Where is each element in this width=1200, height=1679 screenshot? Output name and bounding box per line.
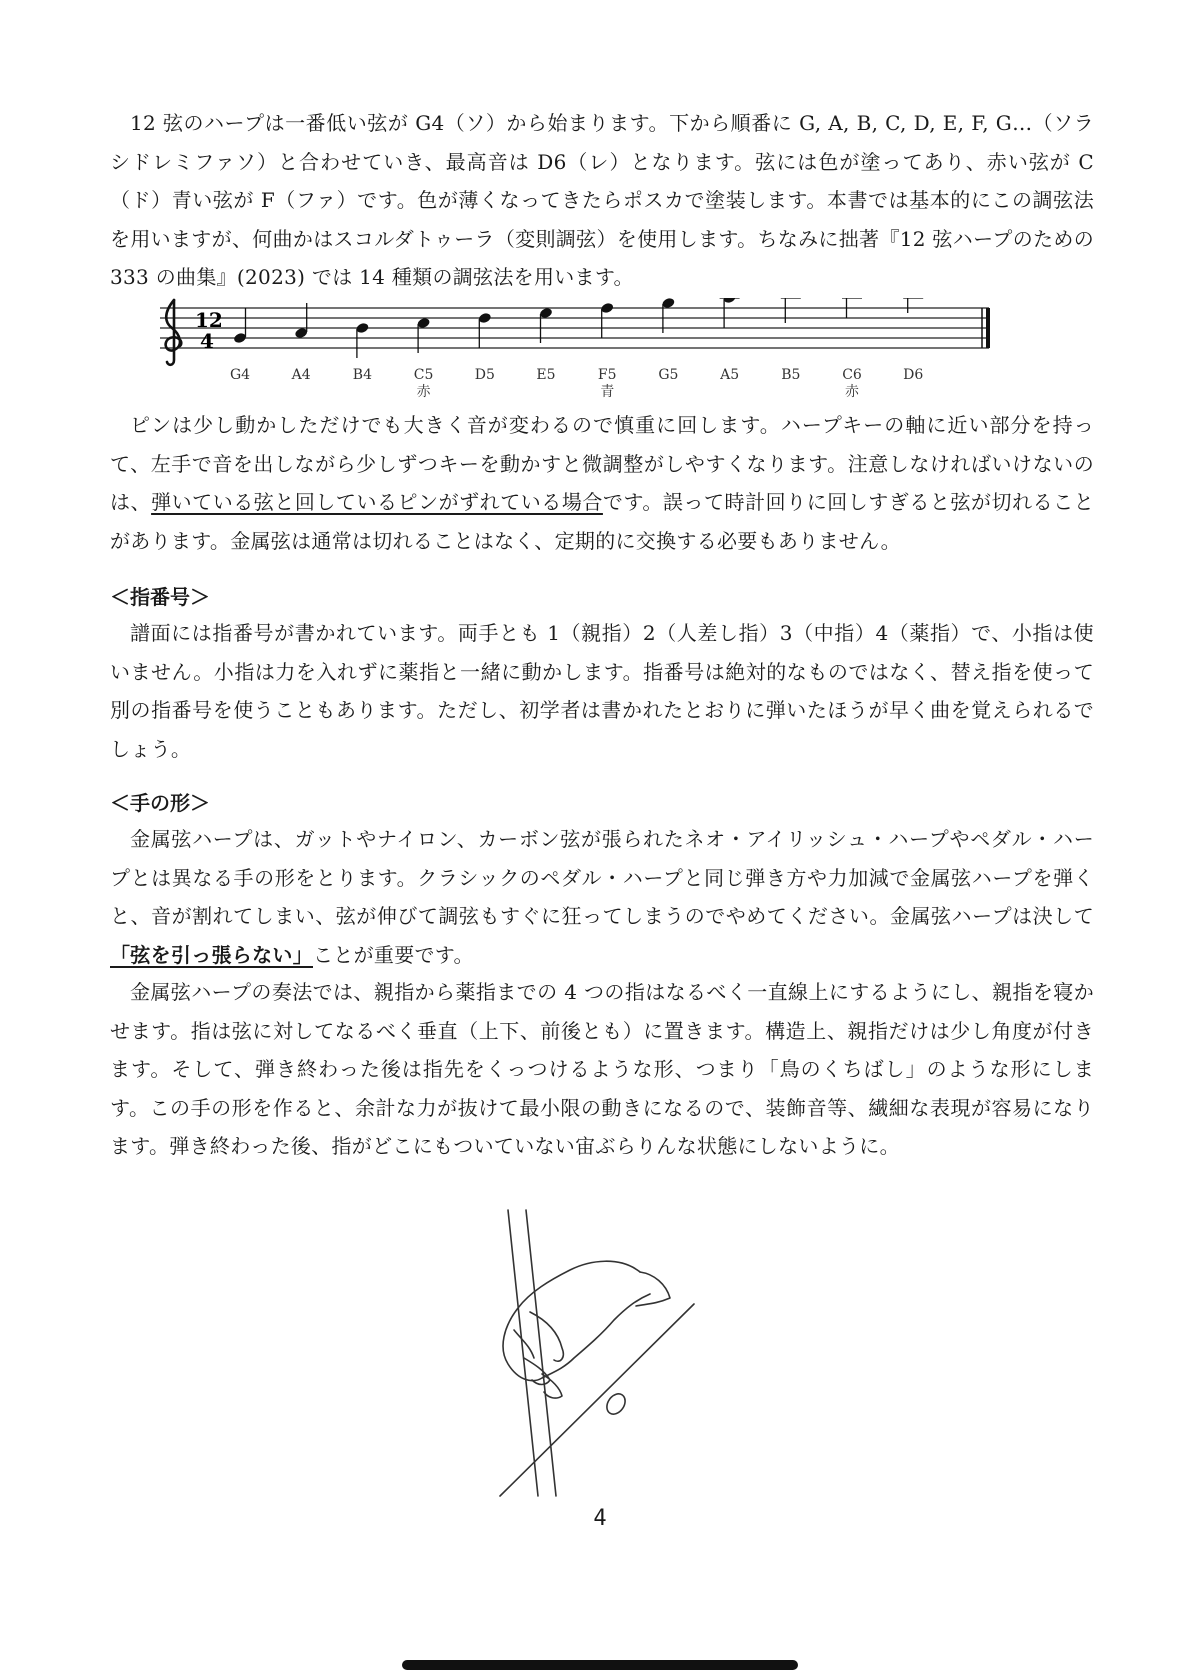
hand-shape-paragraph-1 bbox=[110, 820, 1094, 974]
note-label-d5: D5 bbox=[474, 367, 495, 383]
time-signature-denominator: 4 bbox=[200, 329, 214, 353]
note-label-a4: A4 bbox=[291, 367, 311, 383]
hand-p1-emphasis: 「弦を引っ張らない」 bbox=[110, 942, 313, 967]
note-label-e5: E5 bbox=[536, 367, 556, 383]
page-number: 4 bbox=[593, 1506, 607, 1531]
home-indicator-bar[interactable] bbox=[402, 1660, 798, 1670]
note-label-b5: B5 bbox=[781, 367, 801, 383]
pin-text-before: ピンは少し動かしただけでも大きく音が変わるので慎重に回します。ハープキーの軸に近い部分を持って、左手で音を出しながら少しずつキーを動かすと微調整がしやすくなります。注意しなければいけないのは、 bbox=[110, 413, 1094, 514]
hand-outline bbox=[503, 1261, 650, 1380]
note-label-a5: A5 bbox=[720, 367, 740, 383]
pin-paragraph bbox=[110, 406, 1094, 560]
note-label-g5: G5 bbox=[658, 367, 679, 383]
note-label-c6: C6 bbox=[842, 367, 862, 383]
fingering-heading: ＜指番号＞ bbox=[110, 585, 210, 609]
note-label-c5: C5 bbox=[413, 367, 434, 383]
hand-p1-after: ことが重要です。 bbox=[313, 942, 474, 967]
hand-illustration bbox=[490, 1208, 710, 1498]
music-staff bbox=[160, 298, 1000, 402]
note-label-b4: B4 bbox=[352, 367, 373, 383]
staff-lines bbox=[160, 308, 989, 348]
note-label-f5: F5 bbox=[597, 367, 617, 383]
fingering-paragraph: 譜面には指番号が書かれています。両手とも 1（親指）2（人差し指）3（中指）4（薬指）で、小指は使いません。小指は力を入れずに薬指と一緒に動かします。指番号は絶対的なものではなく、替え指を使って別の指番号を使うこともあります。ただし、初学者は書かれたとおりに弾いたほうが早く曲を覚えられるでしょう。 bbox=[110, 621, 1094, 761]
note-label-g4: G4 bbox=[229, 367, 251, 383]
sleeve bbox=[636, 1272, 670, 1306]
time-signature-numerator: 12 bbox=[195, 308, 223, 332]
hand-shape-heading: ＜手の形＞ bbox=[110, 791, 210, 815]
treble-clef-icon bbox=[166, 300, 182, 365]
hand-p1-before: 金属弦ハープは、ガットやナイロン、カーボン弦が張られたネオ・アイリッシュ・ハープやペダル・ハープとは異なる手の形をとります。クラシックのペダル・ハープと同じ弾き方や力加減で金属弦ハープを弾くと、音が割れてしまい、弦が伸びて調弦もすぐに狂ってしまうのでやめてください。金属弦ハープは決して bbox=[110, 827, 1094, 928]
pin-text-after: です。誤って時計回りに回しすぎると弦が切れることがあります。金属弦は通常は切れることはなく、定期的に交換する必要もありません。 bbox=[110, 490, 1094, 553]
note-labels bbox=[230, 367, 923, 400]
finger-1 bbox=[514, 1330, 534, 1358]
pin-underlined-text: 弾いている弦と回しているピンがずれている場合 bbox=[151, 490, 603, 514]
string-color-label-c6: 赤 bbox=[845, 384, 859, 400]
harp-string-right bbox=[526, 1210, 556, 1496]
sound-hole bbox=[603, 1390, 629, 1417]
string-color-label-f5: 青 bbox=[600, 384, 615, 400]
note-label-d6: D6 bbox=[903, 367, 924, 383]
intro-paragraph: 12 弦のハープは一番低い弦が G4（ソ）から始まります。下から順番に G, A, B, C, D, E, F, G…（ソラシドレミファソ）と合わせていき、最高音は D6（レ）となります。弦には色が塗ってあり、赤い弦が C（ド）青い弦が F（ファ）です。色が薄くなってきたらポスカで塗装します。本書では基本的にこの調弦法を用いますが、何曲かはスコルダトゥーラ（変則調弦）を使用します。ちなみに拙著『12 弦ハープのための 333 の曲集』(2023) では 14 種類の調弦法を用います。 bbox=[110, 111, 1094, 289]
harp-neck-line bbox=[500, 1304, 694, 1496]
string-color-label-c5: 赤 bbox=[416, 384, 431, 400]
hand-shape-paragraph-2: 金属弦ハープの奏法では、親指から薬指までの 4 つの指はなるべく一直線上にするようにし、親指を寝かせます。指は弦に対してなるべく垂直（上下、前後とも）に置きます。構造上、親指だけは少し角度が付きます。そして、弾き終わった後は指先をくっつけるような形、つまり「鳥のくちばし」のような形にします。この手の形を作ると、余計な力が抜けて最小限の動きになるので、装飾音等、繊細な表現が容易になります。弾き終わった後、指がどこにもついていない宙ぶらりんな状態にしないように。 bbox=[110, 980, 1094, 1158]
harp-string-left bbox=[508, 1210, 538, 1496]
thumb bbox=[530, 1312, 563, 1361]
